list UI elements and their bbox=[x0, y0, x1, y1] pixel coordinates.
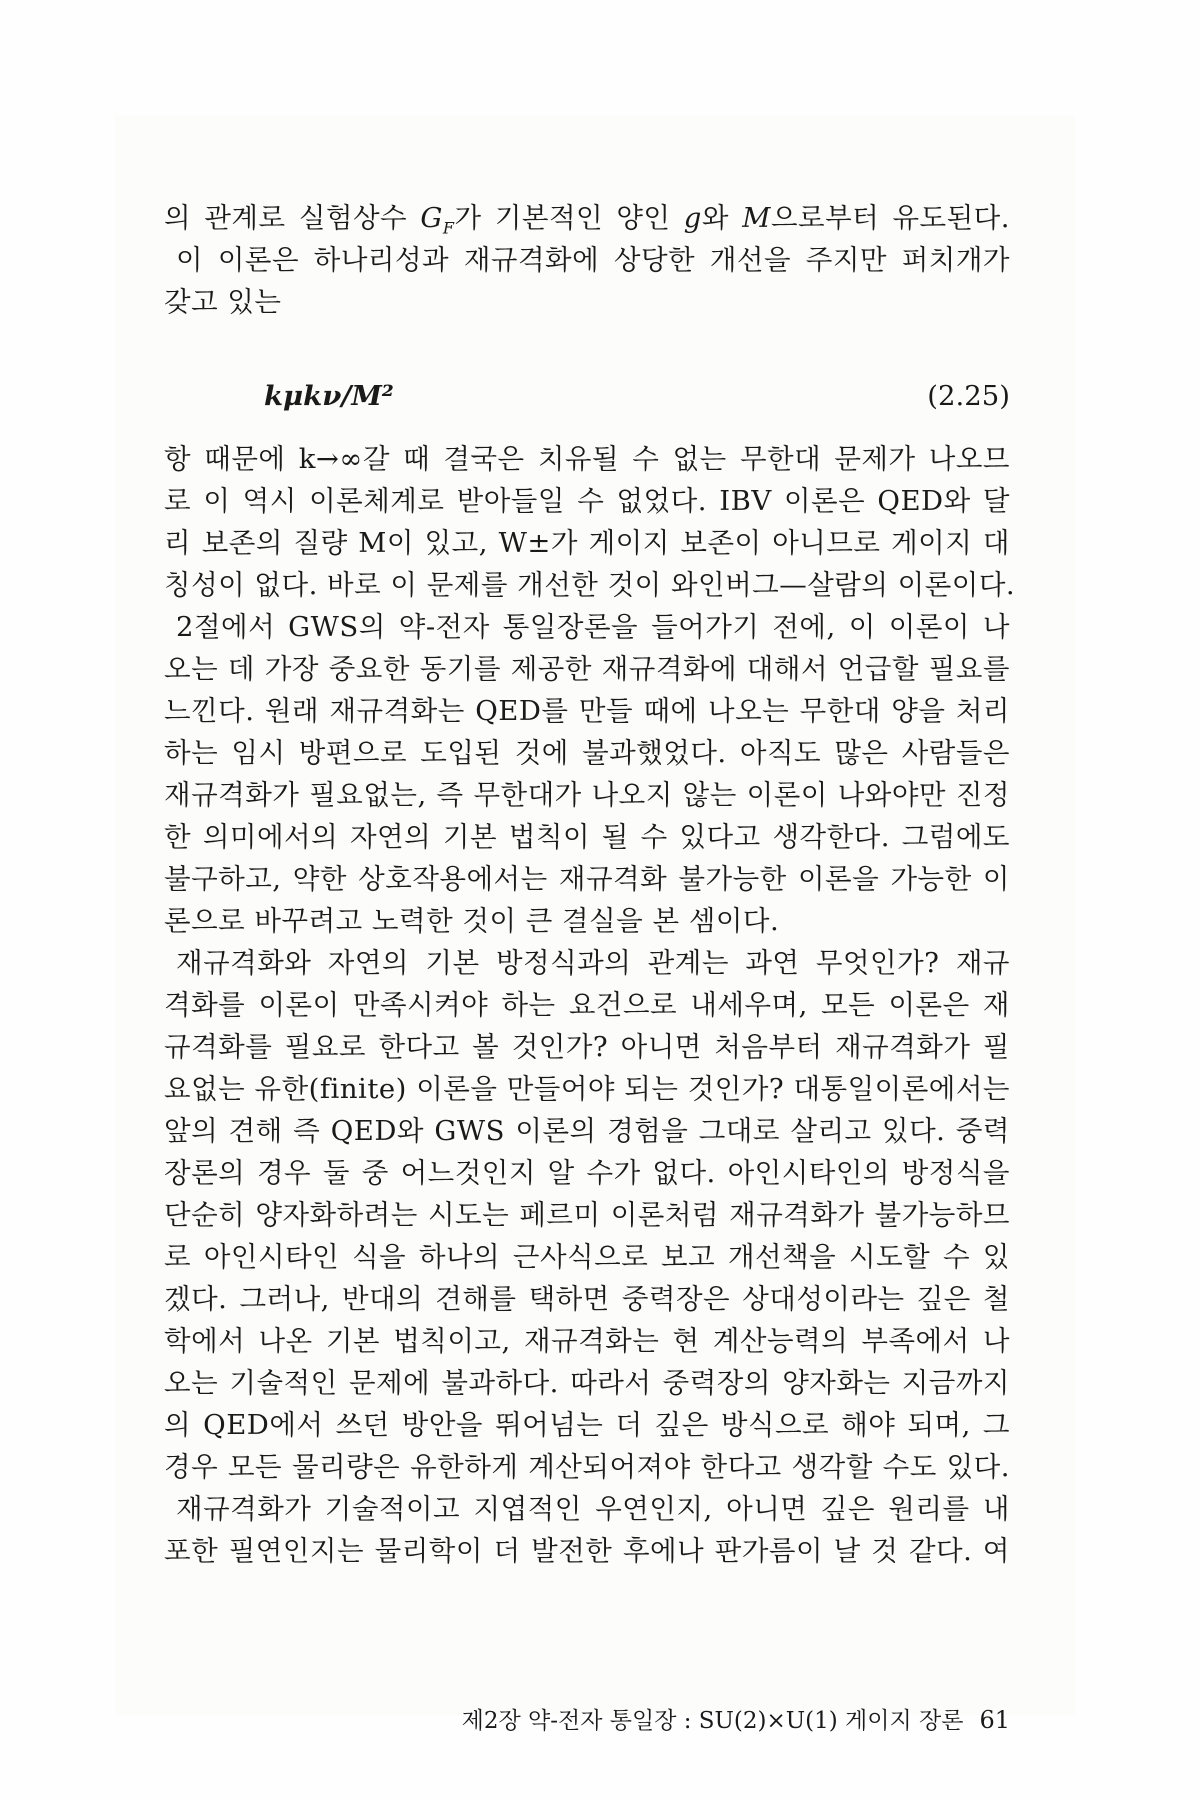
text-line: 하는 임시 방편으로 도입된 것에 불과했었다. 아직도 많은 사람들은 bbox=[164, 737, 1010, 769]
text-line: 한 의미에서의 자연의 기본 법칙이 될 수 있다고 생각한다. 그럼에도 bbox=[164, 821, 1010, 853]
text-line: 갖고 있는 bbox=[164, 286, 282, 318]
text-line: 학에서 나온 기본 법칙이고, 재규격화는 현 계산능력의 부족에서 나 bbox=[164, 1325, 1010, 1357]
text-line: 규격화를 필요로 한다고 볼 것인가? 아니면 처음부터 재규격화가 필 bbox=[164, 1031, 1010, 1063]
running-footer-chapter: 제2장 약-전자 통일장 : SU(2)×U(1) 게이지 장론 bbox=[461, 1708, 964, 1734]
page-footer bbox=[164, 1700, 1010, 1740]
text-line: 경우 모든 물리량은 유한하게 계산되어져야 한다고 생각할 수도 있다. bbox=[164, 1451, 1010, 1483]
text-line: 겠다. 그러나, 반대의 견해를 택하면 중력장은 상대성이라는 깊은 철 bbox=[164, 1283, 1010, 1315]
text-line: 단순히 양자화하려는 시도는 페르미 이론처럼 재규격화가 불가능하므 bbox=[164, 1199, 1010, 1231]
text-line: 칭성이 없다. 바로 이 문제를 개선한 것이 와인버그—살람의 이론이다. bbox=[164, 569, 1016, 601]
text-line: 요없는 유한(finite) 이론을 만들어야 되는 것인가? 대통일이론에서는 bbox=[164, 1073, 1010, 1105]
text-line: 느낀다. 원래 재규격화는 QED를 만들 때에 나오는 무한대 양을 처리 bbox=[164, 695, 1010, 727]
equation: kμkν/M² bbox=[264, 380, 394, 412]
text-block-body bbox=[164, 438, 1016, 1572]
text-line: 장론의 경우 둘 중 어느것인지 알 수가 없다. 아인시타인의 방정식을 bbox=[164, 1157, 1010, 1189]
text-line: 이 이론은 하나리성과 재규격화에 상당한 개선을 주지만 퍼치개가 bbox=[176, 244, 1010, 276]
text-line: 로 이 역시 이론체계로 받아들일 수 없었다. IBV 이론은 QED와 달 bbox=[164, 485, 1010, 517]
page-number: 61 bbox=[979, 1706, 1010, 1734]
text-line: 의 QED에서 쓰던 방안을 뛰어넘는 더 깊은 방식으로 해야 되며, 그 bbox=[164, 1409, 1010, 1441]
text-line: 항 때문에 k→∞갈 때 결국은 치유될 수 없는 무한대 문제가 나오므 bbox=[164, 443, 1010, 475]
text-line: 오는 데 가장 중요한 동기를 제공한 재규격화에 대해서 언급할 필요를 bbox=[164, 653, 1010, 685]
text-line: 앞의 견해 즉 QED와 GWS 이론의 경험을 그대로 살리고 있다. 중력 bbox=[164, 1115, 1010, 1147]
text-block-top bbox=[164, 197, 1010, 323]
text-line: 불구하고, 약한 상호작용에서는 재규격화 불가능한 이론을 가능한 이 bbox=[164, 863, 1010, 895]
text-line: 론으로 바꾸려고 노력한 것이 큰 결실을 본 셈이다. bbox=[164, 905, 780, 937]
text-line: 재규격화가 필요없는, 즉 무한대가 나오지 않는 이론이 나와야만 진정 bbox=[164, 779, 1010, 811]
text-line: 재규격화와 자연의 기본 방정식과의 관계는 과연 무엇인가? 재규 bbox=[176, 947, 1010, 979]
text-line: 로 아인시타인 식을 하나의 근사식으로 보고 개선책을 시도할 수 있 bbox=[164, 1241, 1010, 1273]
text-line: 리 보존의 질량 M이 있고, W±가 게이지 보존이 아니므로 게이지 대 bbox=[164, 527, 1010, 559]
text-line: 2절에서 GWS의 약-전자 통일장론을 들어가기 전에, 이 이론이 나 bbox=[176, 611, 1010, 643]
text-line: 의 관계로 실험상수 $G_F$가 기본적인 양인 g와 M으로부터 유도된다. bbox=[164, 202, 1010, 238]
text-line: 격화를 이론이 만족시켜야 하는 요건으로 내세우며, 모든 이론은 재 bbox=[164, 989, 1010, 1021]
equation-number: (2.25) bbox=[927, 380, 1010, 412]
text-line: 재규격화가 기술적이고 지엽적인 우연인지, 아니면 깊은 원리를 내 bbox=[176, 1493, 1010, 1525]
text-line: 포한 필연인지는 물리학이 더 발전한 후에나 판가름이 날 것 같다. 여 bbox=[164, 1535, 1010, 1567]
text-line: 오는 기술적인 문제에 불과하다. 따라서 중력장의 양자화는 지금까지 bbox=[164, 1367, 1010, 1399]
equation-row bbox=[164, 375, 1010, 417]
